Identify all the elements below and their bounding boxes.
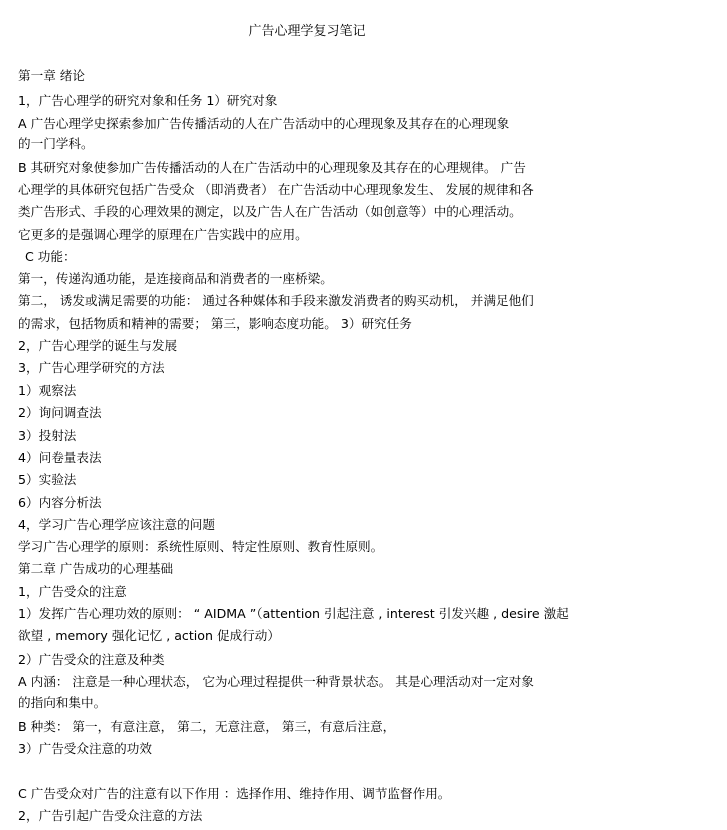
- list-item: 4）问卷量表法: [18, 450, 102, 465]
- text-line: 它更多的是强调心理学的原理在广告实践中的应用。: [18, 227, 308, 242]
- text-line: C 功能：: [25, 249, 76, 264]
- text-line: 2）广告受众的注意及种类: [18, 652, 165, 667]
- section-heading: 2，广告引起广告受众注意的方法: [18, 808, 203, 823]
- text-line: 第二， 诱发或满足需要的功能： 通过各种媒体和手段来激发消费者的购买动机， 并满足他们: [18, 293, 534, 308]
- text-line: B 其研究对象使参加广告传播活动的人在广告活动中的心理现象及其存在的心理规律。 广告: [18, 160, 526, 175]
- text-line: A 广告心理学史探索参加广告传播活动的人在广告活动中的心理现象及其存在的心理现象: [18, 116, 510, 131]
- text-line: 学习广告心理学的原则：系统性原则、特定性原则、教育性原则。: [18, 539, 384, 554]
- text-line: 第一，传递沟通功能，是连接商品和消费者的一座桥梁。: [18, 271, 333, 286]
- section-heading: 4，学习广告心理学应该注意的问题: [18, 517, 215, 532]
- text-line: 1，广告心理学的研究对象和任务 1）研究对象: [18, 93, 278, 108]
- text-line: B 种类： 第一，有意注意， 第二，无意注意， 第三，有意后注意，: [18, 719, 396, 734]
- text-line: 的指向和集中。: [18, 695, 107, 710]
- list-item: 2）询问调查法: [18, 405, 102, 420]
- section-heading: 2，广告心理学的诞生与发展: [18, 338, 178, 353]
- list-item: 1）观察法: [18, 383, 77, 398]
- text-line: 3）广告受众注意的功效: [18, 741, 152, 756]
- chapter-heading: 第一章 绪论: [18, 68, 85, 83]
- text-line: 欲望 , memory 强化记忆 , action 促成行动）: [18, 628, 280, 643]
- list-item: 6）内容分析法: [18, 495, 102, 510]
- list-item: 3）投射法: [18, 428, 77, 443]
- text-line: C 广告受众对广告的注意有以下作用 ：选择作用、维持作用、调节监督作用。: [18, 786, 451, 801]
- section-heading: 1，广告受众的注意: [18, 584, 127, 599]
- text-line: 类广告形式、手段的心理效果的测定，以及广告人在广告活动（如创意等）中的心理活动。: [18, 204, 522, 219]
- section-heading: 3，广告心理学研究的方法: [18, 360, 165, 375]
- text-line: 1）发挥广告心理功效的原则： “ AIDMA ”（attention 引起注意 , interest 引发兴趣 , desire 激起: [18, 606, 569, 621]
- chapter-heading: 第二章 广告成功的心理基础: [18, 561, 174, 576]
- text-line: 心理学的具体研究包括广告受众 （即消费者） 在广告活动中心理现象发生、 发展的规律和各: [18, 182, 534, 197]
- text-line: 的一门学科。: [18, 136, 94, 151]
- document-title: 广告心理学复习笔记: [248, 24, 366, 39]
- list-item: 5）实验法: [18, 472, 77, 487]
- text-line: 的需求，包括物质和精神的需要； 第三，影响态度功能。 3）研究任务: [18, 316, 412, 331]
- text-line: A 内涵： 注意是一种心理状态， 它为心理过程提供一种背景状态。 其是心理活动对一定对象: [18, 674, 534, 689]
